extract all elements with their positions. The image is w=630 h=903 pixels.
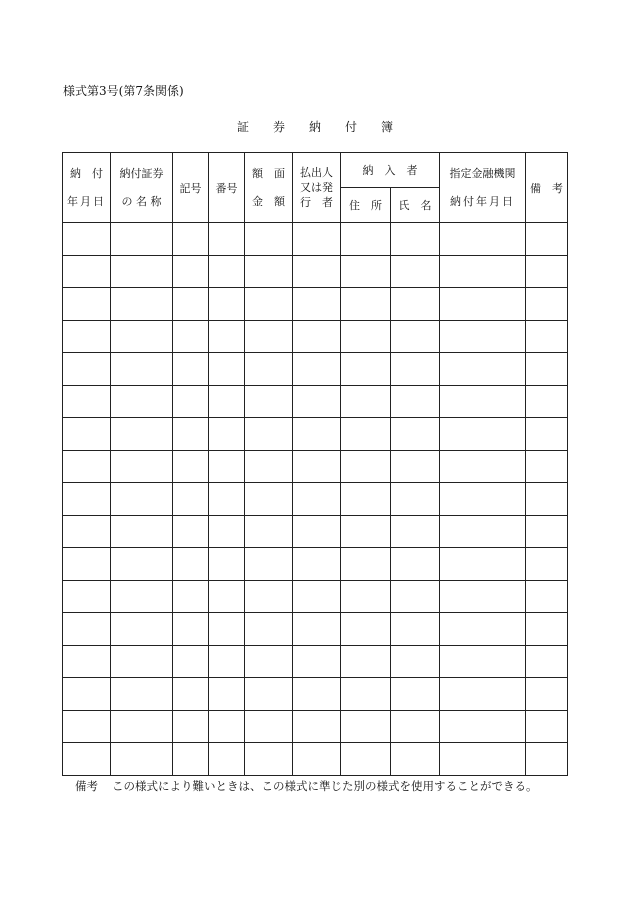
table-cell[interactable] [526, 743, 568, 776]
table-cell[interactable] [209, 255, 245, 288]
table-row [63, 515, 568, 548]
table-cell[interactable] [111, 515, 173, 548]
table-cell[interactable] [245, 483, 293, 516]
table-cell[interactable] [63, 710, 111, 743]
table-cell[interactable] [209, 450, 245, 483]
table-cell[interactable] [111, 483, 173, 516]
table-cell[interactable] [245, 450, 293, 483]
table-cell[interactable] [245, 418, 293, 451]
table-cell[interactable] [173, 483, 209, 516]
table-cell[interactable] [111, 353, 173, 386]
table-cell[interactable] [293, 255, 341, 288]
table-cell[interactable] [526, 385, 568, 418]
table-cell[interactable] [391, 548, 440, 581]
table-cell[interactable] [391, 580, 440, 613]
table-row [63, 580, 568, 613]
table-cell[interactable] [526, 548, 568, 581]
table-cell[interactable] [440, 353, 526, 386]
table-cell[interactable] [391, 288, 440, 321]
table-cell[interactable] [440, 548, 526, 581]
table-cell[interactable] [440, 320, 526, 353]
table-cell[interactable] [341, 223, 391, 256]
table-cell[interactable] [293, 320, 341, 353]
table-cell[interactable] [209, 645, 245, 678]
table-cell[interactable] [341, 678, 391, 711]
table-cell[interactable] [526, 288, 568, 321]
table-cell[interactable] [293, 743, 341, 776]
table-cell[interactable] [440, 743, 526, 776]
table-cell[interactable] [341, 320, 391, 353]
table-cell[interactable] [111, 223, 173, 256]
table-cell[interactable] [173, 548, 209, 581]
table-cell[interactable] [209, 743, 245, 776]
table-row [63, 320, 568, 353]
table-cell[interactable] [245, 743, 293, 776]
table-cell[interactable] [111, 288, 173, 321]
table-cell[interactable] [440, 255, 526, 288]
table-cell[interactable] [111, 548, 173, 581]
table-cell[interactable] [173, 710, 209, 743]
table-cell[interactable] [341, 385, 391, 418]
table-cell[interactable] [209, 515, 245, 548]
table-cell[interactable] [440, 288, 526, 321]
table-cell[interactable] [526, 678, 568, 711]
table-row [63, 288, 568, 321]
table-cell[interactable] [341, 710, 391, 743]
table-cell[interactable] [245, 255, 293, 288]
ledger-body [63, 223, 568, 776]
note-label: 備考 [75, 779, 98, 793]
table-cell[interactable] [209, 223, 245, 256]
header-issuer: 払出人 又は発 行 者 [293, 153, 341, 223]
table-cell[interactable] [391, 483, 440, 516]
table-cell[interactable] [111, 450, 173, 483]
table-cell[interactable] [526, 255, 568, 288]
table-cell[interactable] [173, 418, 209, 451]
title-char: 券 [272, 120, 285, 134]
title-char: 簿 [381, 120, 394, 134]
table-cell[interactable] [391, 678, 440, 711]
header-symbol: 記号 [173, 153, 209, 223]
table-cell[interactable] [63, 450, 111, 483]
note-text: この様式により難いときは、この様式に準じた別の様式を使用することができる。 [112, 779, 538, 793]
table-cell[interactable] [341, 613, 391, 646]
table-cell[interactable] [391, 515, 440, 548]
table-cell[interactable] [341, 580, 391, 613]
table-cell[interactable] [341, 288, 391, 321]
table-cell[interactable] [526, 483, 568, 516]
table-cell[interactable] [293, 678, 341, 711]
table-cell[interactable] [526, 645, 568, 678]
ledger-title [0, 118, 630, 135]
table-row [63, 548, 568, 581]
table-cell[interactable] [391, 385, 440, 418]
table-cell[interactable] [341, 450, 391, 483]
table-cell[interactable] [63, 353, 111, 386]
table-cell[interactable] [341, 743, 391, 776]
table-cell[interactable] [341, 483, 391, 516]
table-cell[interactable] [440, 580, 526, 613]
table-cell[interactable] [63, 483, 111, 516]
table-cell[interactable] [391, 613, 440, 646]
table-cell[interactable] [293, 613, 341, 646]
table-cell[interactable] [111, 580, 173, 613]
table-cell[interactable] [63, 645, 111, 678]
table-cell[interactable] [209, 580, 245, 613]
table-cell[interactable] [526, 515, 568, 548]
table-cell[interactable] [526, 223, 568, 256]
table-cell[interactable] [293, 223, 341, 256]
table-cell[interactable] [293, 385, 341, 418]
table-row [63, 418, 568, 451]
table-cell[interactable] [173, 515, 209, 548]
table-cell[interactable] [341, 255, 391, 288]
table-cell[interactable] [209, 613, 245, 646]
table-cell[interactable] [293, 580, 341, 613]
table-row [63, 450, 568, 483]
table-cell[interactable] [173, 613, 209, 646]
table-cell[interactable] [245, 515, 293, 548]
table-cell[interactable] [63, 385, 111, 418]
table-cell[interactable] [341, 548, 391, 581]
table-cell[interactable] [391, 645, 440, 678]
table-cell[interactable] [63, 580, 111, 613]
table-cell[interactable] [245, 645, 293, 678]
table-cell[interactable] [63, 288, 111, 321]
table-cell[interactable] [391, 320, 440, 353]
table-cell[interactable] [341, 353, 391, 386]
table-cell[interactable] [440, 645, 526, 678]
title-char: 納 [308, 120, 321, 134]
table-cell[interactable] [440, 223, 526, 256]
table-row [63, 613, 568, 646]
table-cell[interactable] [173, 385, 209, 418]
table-cell[interactable] [391, 710, 440, 743]
table-cell[interactable] [63, 515, 111, 548]
form-number-label: 様式第3号(第7条関係) [63, 84, 184, 98]
table-cell[interactable] [173, 645, 209, 678]
table-cell[interactable] [391, 450, 440, 483]
table-cell[interactable] [391, 353, 440, 386]
table-cell[interactable] [63, 613, 111, 646]
table-cell[interactable] [63, 678, 111, 711]
table-row [63, 223, 568, 256]
table-cell[interactable] [440, 385, 526, 418]
table-cell[interactable] [245, 320, 293, 353]
table-cell[interactable] [245, 613, 293, 646]
table-cell[interactable] [111, 710, 173, 743]
remarks-note [75, 778, 538, 794]
table-cell[interactable] [440, 515, 526, 548]
table-cell[interactable] [293, 450, 341, 483]
table-cell[interactable] [173, 320, 209, 353]
table-cell[interactable] [293, 418, 341, 451]
table-cell[interactable] [173, 450, 209, 483]
header-certificate-name: 納付証券 の 名 称 [111, 153, 173, 223]
table-cell[interactable] [209, 678, 245, 711]
table-cell[interactable] [173, 580, 209, 613]
table-cell[interactable] [341, 515, 391, 548]
table-cell[interactable] [209, 288, 245, 321]
table-cell[interactable] [63, 743, 111, 776]
table-cell[interactable] [526, 418, 568, 451]
table-cell[interactable] [111, 645, 173, 678]
table-cell[interactable] [440, 678, 526, 711]
table-cell[interactable] [245, 548, 293, 581]
header-face-amount: 額 面 金 額 [245, 153, 293, 223]
table-cell[interactable] [63, 320, 111, 353]
table-cell[interactable] [245, 678, 293, 711]
table-cell[interactable] [209, 548, 245, 581]
table-cell[interactable] [245, 223, 293, 256]
table-cell[interactable] [293, 288, 341, 321]
title-char: 証 [236, 120, 249, 134]
table-cell[interactable] [209, 385, 245, 418]
table-cell[interactable] [173, 255, 209, 288]
table-cell[interactable] [111, 255, 173, 288]
header-payment-date: 納 付 年月日 [63, 153, 111, 223]
table-cell[interactable] [173, 743, 209, 776]
table-cell[interactable] [440, 710, 526, 743]
table-row [63, 255, 568, 288]
table-cell[interactable] [209, 710, 245, 743]
table-cell[interactable] [526, 353, 568, 386]
header-payer-address: 住 所 [341, 188, 391, 223]
table-cell[interactable] [209, 353, 245, 386]
table-cell[interactable] [341, 645, 391, 678]
table-cell[interactable] [245, 353, 293, 386]
table-cell[interactable] [526, 320, 568, 353]
table-cell[interactable] [245, 288, 293, 321]
title-char: 付 [345, 120, 358, 134]
table-row [63, 645, 568, 678]
table-cell[interactable] [440, 483, 526, 516]
securities-ledger-table [62, 152, 568, 776]
table-row [63, 483, 568, 516]
table-cell[interactable] [245, 710, 293, 743]
table-cell[interactable] [391, 255, 440, 288]
table-cell[interactable] [63, 223, 111, 256]
table-cell[interactable] [111, 385, 173, 418]
table-cell[interactable] [173, 353, 209, 386]
header-payer-name: 氏 名 [391, 188, 440, 223]
table-cell[interactable] [526, 613, 568, 646]
table-cell[interactable] [245, 385, 293, 418]
table-cell[interactable] [391, 418, 440, 451]
table-cell[interactable] [293, 645, 341, 678]
table-cell[interactable] [111, 743, 173, 776]
table-cell[interactable] [63, 255, 111, 288]
table-cell[interactable] [293, 710, 341, 743]
header-remarks: 備 考 [526, 153, 568, 223]
table-row [63, 743, 568, 776]
table-cell[interactable] [111, 678, 173, 711]
table-row [63, 678, 568, 711]
table-cell[interactable] [111, 613, 173, 646]
table-cell[interactable] [341, 418, 391, 451]
table-cell[interactable] [173, 678, 209, 711]
table-cell[interactable] [391, 743, 440, 776]
table-cell[interactable] [209, 483, 245, 516]
table-cell[interactable] [245, 580, 293, 613]
table-row [63, 710, 568, 743]
table-cell[interactable] [440, 418, 526, 451]
table-row [63, 353, 568, 386]
table-cell[interactable] [209, 320, 245, 353]
table-cell[interactable] [293, 548, 341, 581]
table-cell[interactable] [63, 418, 111, 451]
table-cell[interactable] [440, 613, 526, 646]
table-cell[interactable] [293, 483, 341, 516]
table-cell[interactable] [526, 580, 568, 613]
table-cell[interactable] [391, 223, 440, 256]
table-cell[interactable] [111, 320, 173, 353]
header-number: 番号 [209, 153, 245, 223]
table-cell[interactable] [293, 353, 341, 386]
header-bank-date: 指定金融機関 納付年月日 [440, 153, 526, 223]
table-cell[interactable] [63, 548, 111, 581]
table-cell[interactable] [293, 515, 341, 548]
table-row [63, 385, 568, 418]
table-cell[interactable] [111, 418, 173, 451]
table-cell[interactable] [440, 450, 526, 483]
table-cell[interactable] [173, 288, 209, 321]
table-cell[interactable] [526, 710, 568, 743]
table-cell[interactable] [209, 418, 245, 451]
table-cell[interactable] [173, 223, 209, 256]
table-cell[interactable] [526, 450, 568, 483]
header-payer: 納 入 者 [341, 153, 440, 188]
